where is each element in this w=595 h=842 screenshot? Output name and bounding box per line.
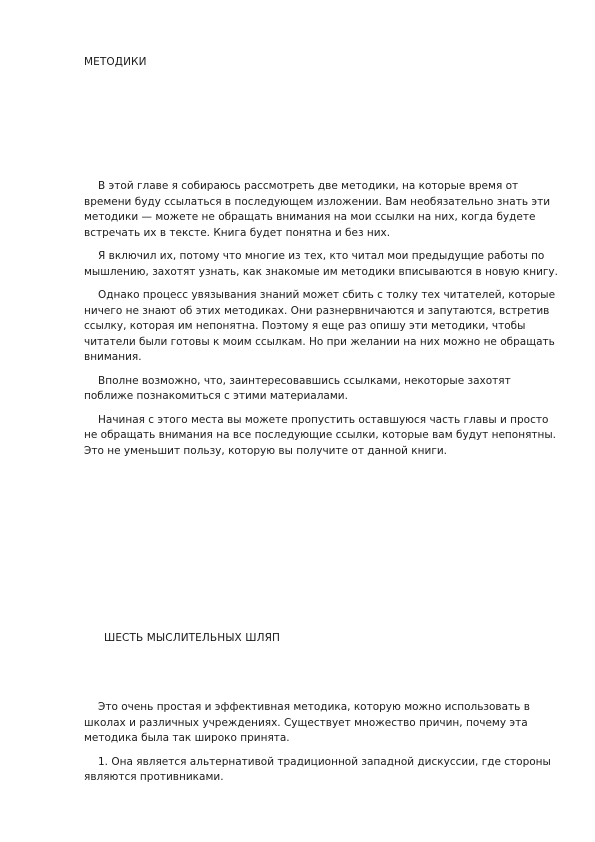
heading-six-thinking-hats: ШЕСТЬ МЫСЛИТЕЛЬНЫХ ШЛЯП xyxy=(104,632,281,644)
paragraph: Я включил их, потому что многие из тех, кто читал мои предыдущие работы по мышлению, захотят узнать, как знакомые им методики вписываются в новую книгу. xyxy=(84,250,558,278)
paragraph: В этой главе я собираюсь рассмотреть две методики, на которые время от времени буду ссылаться в последующем изложении. Вам необязательно знать эти методики — можете не обращать внимания на мои ссылки на них, когда будете встречать их в тексте. Книга будет понятна и без них. xyxy=(84,180,551,239)
paragraph: Однако процесс увязывания знаний может сбить с толку тех читателей, которые ничего не знают об этих методиках. Они разнервничаются и запутаются, встретив ссылку, которая им непонятна. Поэтому я еще раз опишу эти методики, чтобы читатели были готовы к моим ссылкам. Но при желании на них можно не обращать внимания. xyxy=(84,289,556,363)
paragraph: 1. Она является альтернативой традиционной западной дискуссии, где стороны являются противниками. xyxy=(84,755,551,783)
paragraph: Начиная с этого места вы можете пропустить оставшуюся часть главы и просто не обращать внимания на все последующие ссылки, которые вам будут непонятны. Это не уменьшит пользу, которую вы получите от данной книги. xyxy=(84,413,557,457)
section-methods-body xyxy=(84,179,560,467)
heading-methods: МЕТОДИКИ xyxy=(84,56,147,68)
paragraph: Это очень простая и эффективная методика, которую можно использовать в школах и различных учреждениях. Существует множество причин, почему эта методика была так широко принята. xyxy=(84,701,530,744)
section-hats-body xyxy=(84,700,560,794)
paragraph: Вполне возможно, что, заинтересовавшись ссылками, некоторые захотят поближе познакомиться с этими материалами. xyxy=(84,374,511,402)
